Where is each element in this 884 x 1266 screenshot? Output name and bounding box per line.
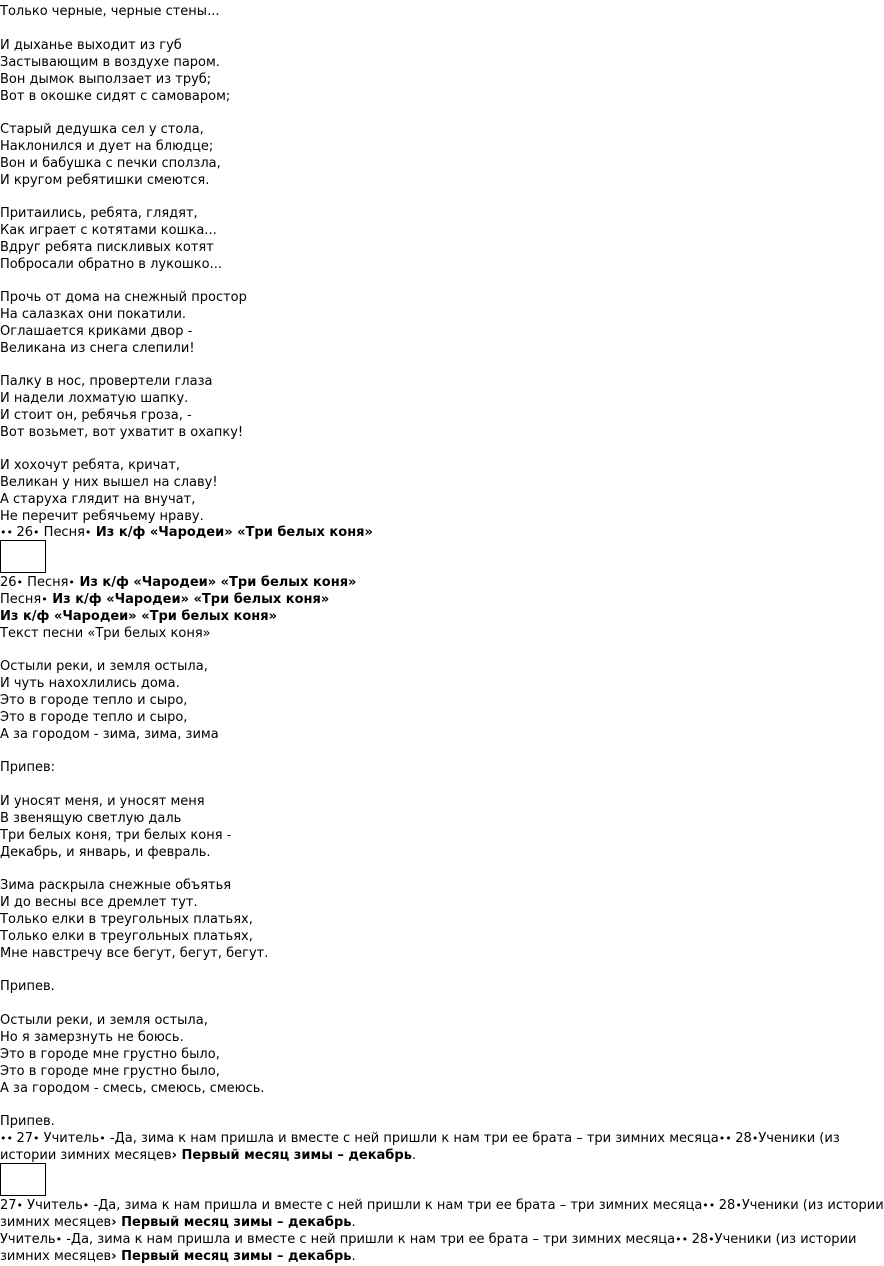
arrow-mark: › [171, 1148, 177, 1163]
poem-line: Только черные, черные стены... [0, 4, 220, 19]
song-line: В звенящую светлую даль [0, 811, 182, 826]
item-number: 28 [691, 1232, 709, 1247]
song-line: Декабрь, и январь, и февраль. [0, 845, 211, 860]
poem-line: Палку в нос, провертели глаза [0, 374, 213, 389]
poem-line: И кругом ребятишки смеются. [0, 173, 210, 188]
poem-line: И дыханье выходит из губ [0, 38, 182, 53]
item-number: 28 [718, 1198, 736, 1213]
poem-line: Как играет с котятами кошка... [0, 223, 217, 238]
poem-line: Притаились, ребята, глядят, [0, 206, 198, 221]
song-line: Зима раскрыла снежные объятья [0, 878, 232, 893]
bullet-marks: •• [675, 1233, 692, 1246]
image-placeholder-box [0, 1163, 46, 1196]
students-source: истории зимних месяцев [0, 1148, 172, 1163]
teacher-paragraph-line [0, 1214, 356, 1231]
teacher-label: Учитель [39, 1131, 100, 1146]
song-line: Остыли реки, и земля остыла, [0, 659, 208, 674]
poem-line: Не перечит ребячьему нраву. [0, 509, 204, 524]
students-source: зимних месяцев [0, 1215, 112, 1230]
answer-text: Первый месяц зимы – декабрь [116, 1215, 352, 1230]
poem-line: Великана из снега слепили! [0, 341, 195, 356]
bullet-mark: • [16, 1199, 24, 1212]
teacher-text: -Да, зима к нам пришла и вместе с ней пришли к нам три ее брата – три зимних месяца [105, 1131, 719, 1146]
students-label: Ученики (из истории [741, 1198, 884, 1213]
teacher-paragraph-line [0, 1130, 840, 1147]
poem-line: Вон и бабушка с печки сползла, [0, 156, 221, 171]
song-line: И чуть нахохлились дома. [0, 676, 180, 691]
teacher-paragraph-line [0, 1197, 884, 1214]
teacher-text: -Да, зима к нам пришла и вместе с ней пришли к нам три ее брата – три зимних месяца [89, 1198, 703, 1213]
item-number: 26 [16, 525, 34, 540]
poem-line: Оглашается криками двор - [0, 324, 193, 339]
song-label: Песня [39, 525, 85, 540]
song-header-repeat [0, 574, 356, 591]
poem-line: И надели лохматую шапку. [0, 391, 189, 406]
bullet-marks: •• [0, 1132, 17, 1145]
bullet-mark: • [68, 576, 75, 589]
image-placeholder-box [0, 540, 46, 573]
students-label: Ученики (из истории [714, 1232, 857, 1247]
song-line: Остыли реки, и земля остыла, [0, 1013, 208, 1028]
song-line: Три белых коня, три белых коня - [0, 828, 232, 843]
item-number: 28 [735, 1131, 752, 1146]
song-line: Только елки в треугольных платьях, [0, 912, 253, 927]
poem-line: На салазках они покатили. [0, 307, 187, 322]
poem-line: И хохочут ребята, кричат, [0, 458, 181, 473]
poem-line: Великан у них вышел на славу! [0, 475, 218, 490]
song-line: Это в городе тепло и сыро, [0, 693, 188, 708]
bullet-mark: • [708, 1233, 715, 1246]
song-line: И уносят меня, и уносят меня [0, 794, 205, 809]
bullet-mark: • [99, 1132, 106, 1145]
bullet-mark: • [735, 1199, 742, 1212]
students-source: зимних месяцев [0, 1249, 112, 1264]
song-line: Припев. [0, 1114, 55, 1129]
teacher-paragraph-line [0, 1248, 356, 1265]
teacher-paragraph-line [0, 1231, 857, 1248]
bullet-mark: • [82, 1199, 90, 1212]
item-number: 26 [0, 575, 17, 590]
students-label: Ученики (из [758, 1131, 840, 1146]
poem-line: Наклонился и дует на блюдце; [0, 139, 214, 154]
poem-line: Вот возьмет, вот ухватит в охапку! [0, 425, 244, 440]
answer-text: Первый месяц зимы – декабрь [177, 1148, 412, 1163]
bullet-marks: •• [0, 526, 17, 539]
teacher-text: -Да, зима к нам пришла и вместе с ней пришли к нам три ее брата – три зимних месяца [62, 1232, 676, 1247]
song-line: И до весны все дремлет тут. [0, 895, 198, 910]
bullet-mark: • [55, 1233, 63, 1246]
teacher-label: Учитель [0, 1232, 56, 1247]
song-header [0, 524, 373, 541]
song-title: Из к/ф «Чародеи» «Три белых коня» [47, 592, 330, 607]
song-line: Только елки в треугольных платьях, [0, 929, 253, 944]
bullet-mark: • [33, 526, 40, 539]
poem-line: Вот в окошке сидят с самоваром; [0, 89, 231, 104]
song-label: Песня [23, 575, 69, 590]
song-line: Но я замерзнуть не боюсь. [0, 1030, 184, 1045]
bullet-mark: • [84, 526, 92, 539]
poem-line: Застывающим в воздухе паром. [0, 55, 220, 70]
poem-line: Вон дымок выползает из труб; [0, 72, 212, 87]
poem-line: А старуха глядит на внучат, [0, 492, 196, 507]
poem-line: Прочь от дома на снежный простор [0, 290, 247, 305]
song-line: Это в городе мне грустно было, [0, 1047, 220, 1062]
song-line: Текст песни «Три белых коня» [0, 626, 211, 641]
answer-text: Первый месяц зимы – декабрь [116, 1249, 352, 1264]
arrow-mark: › [111, 1249, 117, 1264]
period: . [351, 1249, 356, 1264]
song-line: А за городом - зима, зима, зима [0, 727, 219, 742]
poem-line: И стоит он, ребячья гроза, - [0, 408, 192, 423]
poem-line: Старый дедушка сел у стола, [0, 122, 204, 137]
song-line: Мне навстречу все бегут, бегут, бегут. [0, 946, 269, 961]
bullet-mark: • [16, 576, 24, 589]
bullet-mark: • [41, 593, 48, 606]
teacher-paragraph-line [0, 1147, 416, 1164]
song-line: Припев: [0, 760, 56, 775]
period: . [411, 1148, 417, 1163]
bullet-marks: •• [702, 1199, 719, 1212]
poem-line: Вдруг ребята пискливых котят [0, 240, 214, 255]
bullet-mark: • [33, 1132, 40, 1145]
song-line: Это в городе мне грустно было, [0, 1064, 220, 1079]
item-number: 27 [0, 1198, 17, 1213]
bullet-marks: •• [718, 1132, 736, 1145]
song-header-repeat [0, 591, 329, 608]
song-title: Из к/ф «Чародеи» «Три белых коня» [74, 575, 357, 590]
period: . [351, 1215, 356, 1230]
song-line: Это в городе тепло и сыро, [0, 710, 188, 725]
song-line: Припев. [0, 979, 55, 994]
song-title-repeat: Из к/ф «Чародеи» «Три белых коня» [0, 609, 277, 624]
poem-line: Побросали обратно в лукошко... [0, 257, 223, 272]
bullet-mark: • [751, 1132, 759, 1145]
song-line: А за городом - смесь, смеюсь, смеюсь. [0, 1081, 265, 1096]
song-label: Песня [0, 592, 42, 607]
item-number: 27 [16, 1131, 34, 1146]
arrow-mark: › [111, 1215, 117, 1230]
song-title: Из к/ф «Чародеи» «Три белых коня» [91, 525, 373, 540]
teacher-label: Учитель [23, 1198, 83, 1213]
